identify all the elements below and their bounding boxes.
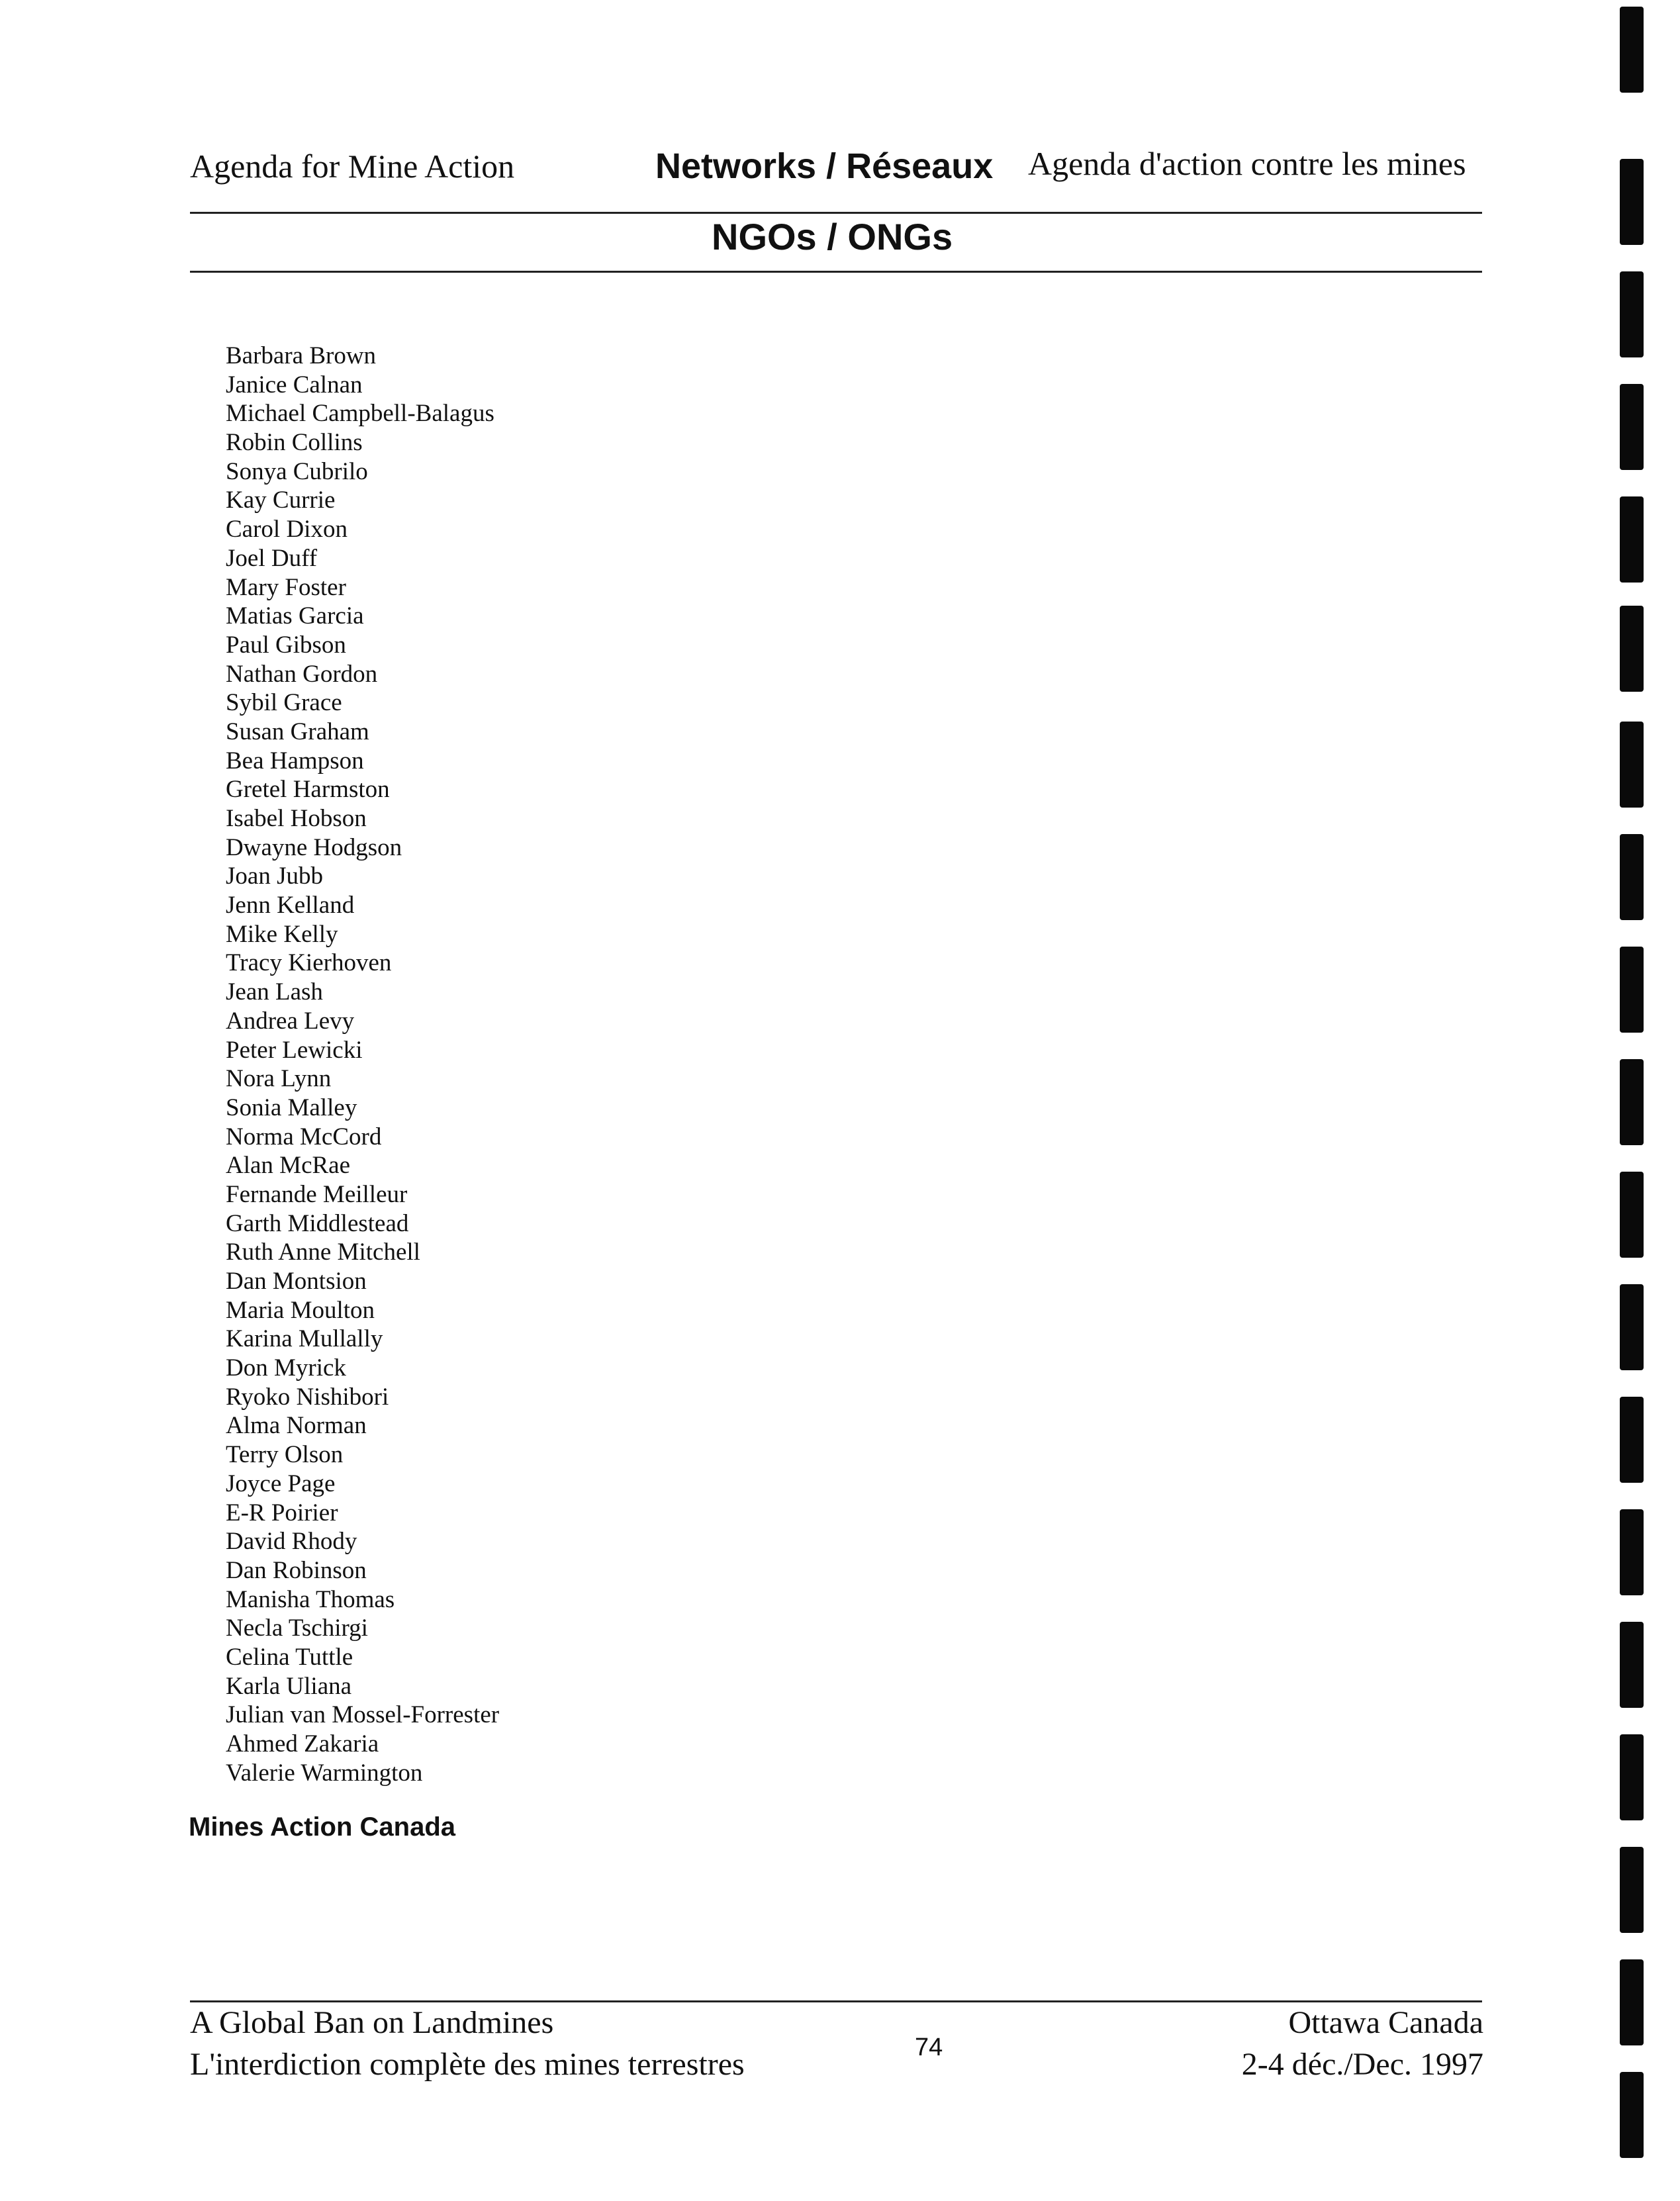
participant-name: Ryoko Nishibori — [226, 1383, 389, 1411]
participant-name: Julian van Mossel-Forrester — [226, 1701, 500, 1729]
participant-name: Celina Tuttle — [226, 1643, 353, 1671]
participant-name: Susan Graham — [226, 718, 369, 745]
participant-name: Mary Foster — [226, 573, 346, 601]
participant-list — [226, 342, 499, 1787]
participant-name: Joel Duff — [226, 544, 318, 572]
participant-name: Maria Moulton — [226, 1296, 375, 1324]
footer-right-line1: Ottawa Canada — [1288, 2005, 1483, 2040]
participant-name: Jean Lash — [226, 978, 323, 1006]
participant-name: Bea Hampson — [226, 747, 364, 774]
header-left-title: Agenda for Mine Action — [190, 148, 515, 185]
participant-name: Carol Dixon — [226, 516, 348, 543]
header-center-title: Networks / Réseaux — [655, 146, 994, 186]
participant-name: Joyce Page — [226, 1470, 336, 1497]
participant-name: Alma Norman — [226, 1412, 367, 1440]
participant-name: Tracy Kierhoven — [226, 949, 392, 977]
binder-hole-mark — [1620, 1847, 1644, 1933]
organization-name: Mines Action Canada — [189, 1812, 456, 1842]
binder-hole-mark — [1620, 606, 1644, 692]
participant-name: Garth Middlestead — [226, 1209, 409, 1237]
binder-hole-mark — [1620, 1397, 1644, 1483]
binder-hole-mark — [1620, 384, 1644, 470]
binder-hole-mark — [1620, 1959, 1644, 2045]
binder-hole-mark — [1620, 722, 1644, 808]
participant-name: Don Myrick — [226, 1354, 346, 1382]
participant-name: E-R Poirier — [226, 1499, 338, 1526]
participant-name: Ruth Anne Mitchell — [226, 1239, 420, 1266]
binder-hole-mark — [1620, 1734, 1644, 1820]
participant-name: David Rhody — [226, 1528, 357, 1556]
binder-hole-mark — [1620, 1509, 1644, 1595]
participant-name: Dan Montsion — [226, 1268, 367, 1295]
participant-name: Necla Tschirgi — [226, 1615, 368, 1642]
participant-name: Barbara Brown — [226, 342, 377, 369]
participant-name: Robin Collins — [226, 429, 363, 457]
participant-name: Isabel Hobson — [226, 805, 367, 832]
header-rule — [190, 212, 1482, 214]
footer-right-line2: 2-4 déc./Dec. 1997 — [1241, 2047, 1483, 2082]
binder-hole-mark — [1620, 1172, 1644, 1258]
participant-name: Kay Currie — [226, 487, 336, 514]
participant-name: Andrea Levy — [226, 1007, 355, 1035]
binder-hole-mark — [1620, 834, 1644, 920]
participant-name: Alan McRae — [226, 1152, 351, 1180]
participant-name: Sonya Cubrilo — [226, 457, 368, 485]
binder-hole-mark — [1620, 1059, 1644, 1145]
participant-name: Terry Olson — [226, 1441, 344, 1469]
participant-name: Matias Garcia — [226, 602, 364, 630]
participant-name: Gretel Harmston — [226, 776, 390, 804]
participant-name: Peter Lewicki — [226, 1036, 363, 1064]
participant-name: Norma McCord — [226, 1123, 382, 1150]
participant-name: Nathan Gordon — [226, 660, 378, 688]
footer-left-line2: L'interdiction complète des mines terrestres — [190, 2047, 745, 2082]
binder-hole-mark — [1620, 496, 1644, 583]
binder-hole-mark — [1620, 947, 1644, 1033]
header-right-title: Agenda d'action contre les mines — [1028, 145, 1466, 182]
binder-hole-mark — [1620, 159, 1644, 245]
participant-name: Nora Lynn — [226, 1065, 332, 1093]
participant-name: Valerie Warmington — [226, 1759, 423, 1787]
page-number: 74 — [915, 2034, 943, 2061]
participant-name: Jenn Kelland — [226, 892, 355, 919]
participant-name: Manisha Thomas — [226, 1585, 395, 1613]
binder-hole-mark — [1620, 271, 1644, 357]
participant-name: Karla Uliana — [226, 1672, 352, 1700]
participant-name: Mike Kelly — [226, 920, 338, 948]
binder-hole-mark — [1620, 7, 1644, 93]
participant-name: Dan Robinson — [226, 1556, 367, 1584]
footer-rule — [190, 2000, 1482, 2002]
section-rule — [190, 271, 1482, 273]
participant-name: Fernande Meilleur — [226, 1180, 408, 1208]
participant-name: Dwayne Hodgson — [226, 833, 402, 861]
footer-left-line1: A Global Ban on Landmines — [190, 2005, 554, 2040]
binder-hole-mark — [1620, 1622, 1644, 1708]
participant-name: Sonia Malley — [226, 1094, 357, 1121]
participant-name: Karina Mullally — [226, 1325, 383, 1353]
participant-name: Janice Calnan — [226, 371, 363, 398]
section-title: NGOs / ONGs — [712, 216, 953, 258]
participant-name: Ahmed Zakaria — [226, 1730, 379, 1757]
participant-name: Michael Campbell-Balagus — [226, 400, 494, 428]
binder-hole-mark — [1620, 2072, 1644, 2158]
participant-name: Paul Gibson — [226, 631, 346, 659]
participant-name: Joan Jubb — [226, 863, 323, 890]
participant-name: Sybil Grace — [226, 689, 342, 717]
binder-hole-mark — [1620, 1284, 1644, 1370]
